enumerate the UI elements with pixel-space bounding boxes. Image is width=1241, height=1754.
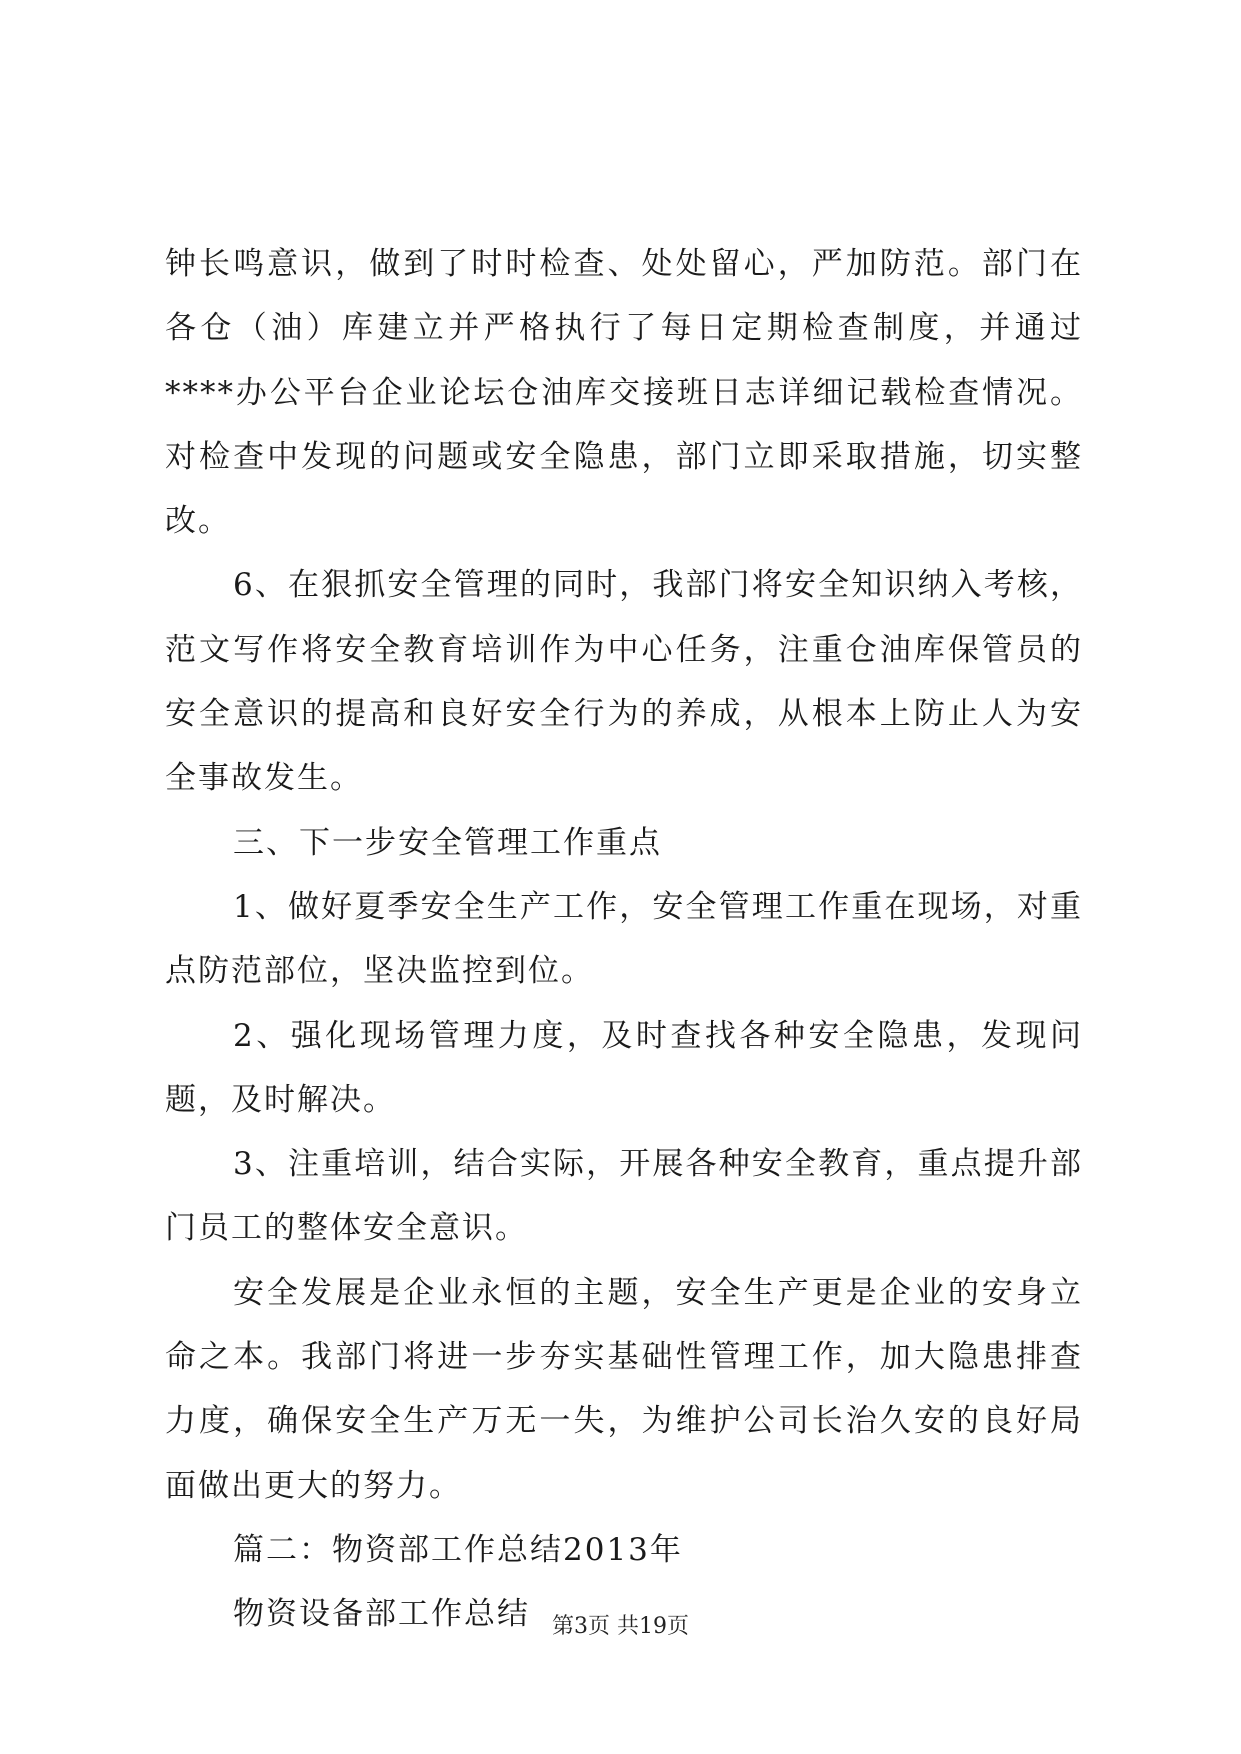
paragraph-item-1: 1、做好夏季安全生产工作，安全管理工作重在现场，对重点防范部位，坚决监控到位。 [165,888,1083,990]
subsection-heading: 物资设备部工作总结 [233,1596,530,1633]
paragraph-item-6: 6、在狠抓安全管理的同时，我部门将安全知识纳入考核，范文写作将安全教育培训作为中心任务，注重仓油库保管员的安全意识的提高和良好安全行为的养成，从根本上防止人为安全事故发生。 [165,567,1083,797]
document-body [165,232,1083,1647]
paragraph-conclusion: 安全发展是企业永恒的主题，安全生产更是企业的安身立命之本。我部门将进一步夯实基础性管理工作，加大隐患排查力度，确保安全生产万无一失，为维护公司长治久安的良好局面做出更大的努力。 [165,1274,1083,1504]
paragraph-item-3: 3、注重培训，结合实际，开展各种安全教育，重点提升部门员工的整体安全意识。 [165,1146,1083,1247]
chapter-heading: 篇二：物资部工作总结2013年 [233,1531,683,1568]
page-number-footer: 第3页 共19页 [552,1614,689,1639]
section-heading-next-steps: 三、下一步安全管理工作重点 [233,824,662,861]
paragraph-safety-check: 钟长鸣意识，做到了时时检查、处处留心，严加防范。部门在各仓（油）库建立并严格执行了每日定期检查制度，并通过****办公平台企业论坛仓油库交接班日志详细记载检查情况。对检查中发现的问题或安全隐患，部门立即采取措施，切实整改。 [165,246,1083,540]
paragraph-item-2: 2、强化现场管理力度，及时查找各种安全隐患，发现问题，及时解决。 [165,1017,1083,1118]
